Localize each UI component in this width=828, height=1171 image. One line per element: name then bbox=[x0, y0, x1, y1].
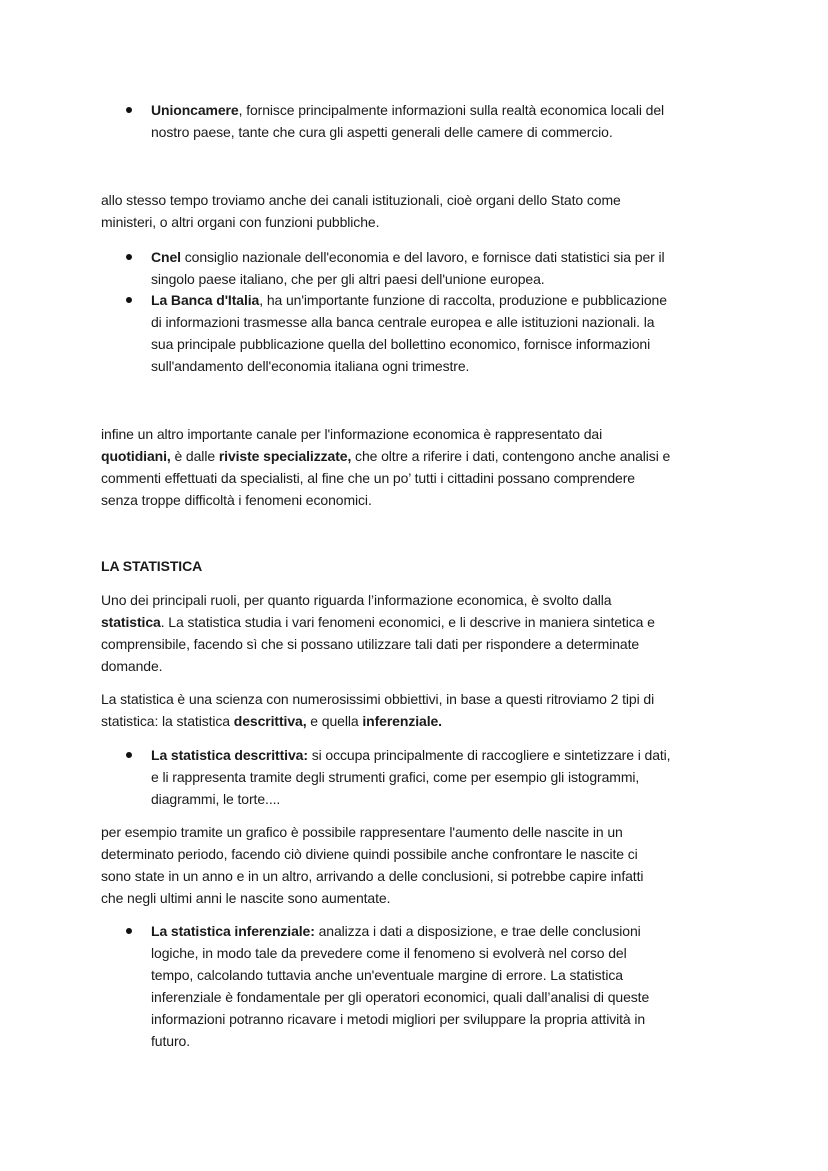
paragraph-line bbox=[101, 655, 162, 677]
bullet-text-line bbox=[151, 964, 623, 986]
text: per esempio tramite un grafico è possibile rappresentare l'aumento delle nascite in un bbox=[101, 824, 623, 840]
paragraph-line bbox=[101, 887, 390, 909]
paragraph-line bbox=[101, 589, 611, 611]
text: determinato periodo, facendo ciò diviene quindi possibile anche confrontare le nascite ci bbox=[101, 846, 638, 862]
text: che negli ultimi anni le nascite sono aumentate. bbox=[101, 890, 391, 906]
text: statistica: la statistica bbox=[101, 713, 234, 729]
bullet-text-line bbox=[151, 942, 627, 964]
text: che oltre a riferire i dati, contengono anche analisi e bbox=[351, 448, 671, 464]
bullet-text-line bbox=[151, 1008, 645, 1030]
text: sua principale pubblicazione quella del bollettino economico, fornisce informazioni bbox=[151, 336, 651, 352]
bullet-text-line bbox=[151, 788, 280, 810]
bullet-icon bbox=[126, 928, 132, 934]
text: futuro. bbox=[151, 1033, 190, 1049]
paragraph-line bbox=[101, 611, 655, 633]
bold-text: La statistica inferenziale: bbox=[151, 923, 315, 939]
bullet-icon bbox=[126, 752, 132, 758]
text: analizza i dati a disposizione, e trae delle conclusioni bbox=[314, 923, 641, 939]
text: commenti effettuati da specialisti, al fine che un po’ tutti i cittadini possano comprendere bbox=[101, 470, 635, 486]
bullet-icon bbox=[126, 297, 132, 303]
bullet-text-line bbox=[151, 920, 641, 942]
text: diagrammi, le torte.... bbox=[151, 791, 281, 807]
text: comprensibile, facendo sì che si possano utilizzare tali dati per rispondere a determinate bbox=[101, 636, 640, 652]
bold-text: La Banca d'Italia bbox=[151, 292, 260, 308]
text: ministeri, o altri organi con funzioni pubbliche. bbox=[101, 214, 380, 230]
paragraph-line bbox=[101, 423, 602, 445]
paragraph-line bbox=[101, 467, 635, 489]
text: senza troppe difficoltà i fenomeni economici. bbox=[101, 492, 372, 508]
paragraph-line bbox=[101, 211, 379, 233]
bold-text: quotidiani, bbox=[101, 448, 171, 464]
paragraph-line bbox=[101, 688, 654, 710]
paragraph-line bbox=[101, 821, 623, 843]
bullet-text-line bbox=[151, 289, 667, 311]
text: sull'andamento dell'economia italiana ogni trimestre. bbox=[151, 358, 470, 374]
bullet-icon bbox=[126, 107, 132, 113]
bullet-text-line bbox=[151, 246, 665, 268]
bold-text: statistica bbox=[101, 614, 161, 630]
bullet-text-line bbox=[151, 986, 649, 1008]
text: è dalle bbox=[170, 448, 219, 464]
text: La statistica è una scienza con numerosissimi obbiettivi, in base a questi ritroviamo 2 tipi di bbox=[101, 691, 655, 707]
text: . La statistica studia i vari fenomeni economici, e li descrive in maniera sintetica e bbox=[160, 614, 655, 630]
text: , fornisce principalmente informazioni sulla realtà economica locali del bbox=[238, 102, 665, 118]
bold-text: Unioncamere bbox=[151, 102, 239, 118]
text: , ha un'importante funzione di raccolta, produzione e pubblicazione bbox=[259, 292, 667, 308]
text: di informazioni trasmesse alla banca centrale europea e alle istituzioni nazionali. la bbox=[151, 314, 655, 330]
text: domande. bbox=[101, 658, 163, 674]
bold-text: La statistica descrittiva: bbox=[151, 747, 308, 763]
text: e li rappresenta tramite degli strumenti grafici, come per esempio gli istogrammi, bbox=[151, 769, 640, 785]
text: infine un altro importante canale per l'informazione economica è rappresentato dai bbox=[101, 426, 603, 442]
paragraph-line bbox=[101, 445, 670, 467]
text: allo stesso tempo troviamo anche dei canali istituzionali, cioè organi dello Stato come bbox=[101, 192, 621, 208]
bullet-icon bbox=[126, 254, 132, 260]
bullet-text-line bbox=[151, 333, 650, 355]
text: consiglio nazionale dell'economia e del lavoro, e fornisce dati statistici sia per il bbox=[180, 249, 665, 265]
bullet-text-line bbox=[151, 1030, 190, 1052]
bullet-text-line bbox=[151, 766, 639, 788]
text: tempo, calcolando tuttavia anche un'eventuale margine di errore. La statistica bbox=[151, 967, 623, 983]
paragraph-line bbox=[101, 489, 372, 511]
text: logiche, in modo tale da prevedere come il fenomeno si evolverà nel corso del bbox=[151, 945, 627, 961]
paragraph-line bbox=[101, 865, 643, 887]
bullet-text-line bbox=[151, 121, 613, 143]
paragraph-line bbox=[101, 189, 621, 211]
text: sono state in un anno e in un altro, arrivando a delle conclusioni, si potrebbe capire infatti bbox=[101, 868, 644, 884]
paragraph-line bbox=[101, 633, 639, 655]
bullet-text-line bbox=[151, 268, 545, 290]
text: si occupa principalmente di raccogliere e sintetizzare i dati, bbox=[307, 747, 671, 763]
bold-text: descrittiva, bbox=[233, 713, 307, 729]
bold-text: inferenziale. bbox=[362, 713, 442, 729]
text: singolo paese italiano, che per gli altri paesi dell'unione europea. bbox=[151, 271, 545, 287]
text: Uno dei principali ruoli, per quanto riguarda l’informazione economica, è svolto dalla bbox=[101, 592, 612, 608]
section-heading bbox=[101, 555, 202, 577]
text: nostro paese, tante che cura gli aspetti generali delle camere di commercio. bbox=[151, 124, 613, 140]
text: informazioni potranno ricavare i metodi migliori per sviluppare la propria attività in bbox=[151, 1011, 646, 1027]
text: inferenziale è fondamentale per gli operatori economici, quali dall’analisi di queste bbox=[151, 989, 650, 1005]
bold-text: Cnel bbox=[151, 249, 181, 265]
bullet-text-line bbox=[151, 744, 670, 766]
paragraph-line bbox=[101, 710, 442, 732]
paragraph-line bbox=[101, 843, 638, 865]
bullet-text-line bbox=[151, 311, 654, 333]
bold-text: riviste specializzate, bbox=[218, 448, 352, 464]
bold-text: LA STATISTICA bbox=[101, 558, 203, 574]
bullet-text-line bbox=[151, 355, 469, 377]
bullet-text-line bbox=[151, 99, 664, 121]
text: e quella bbox=[306, 713, 363, 729]
